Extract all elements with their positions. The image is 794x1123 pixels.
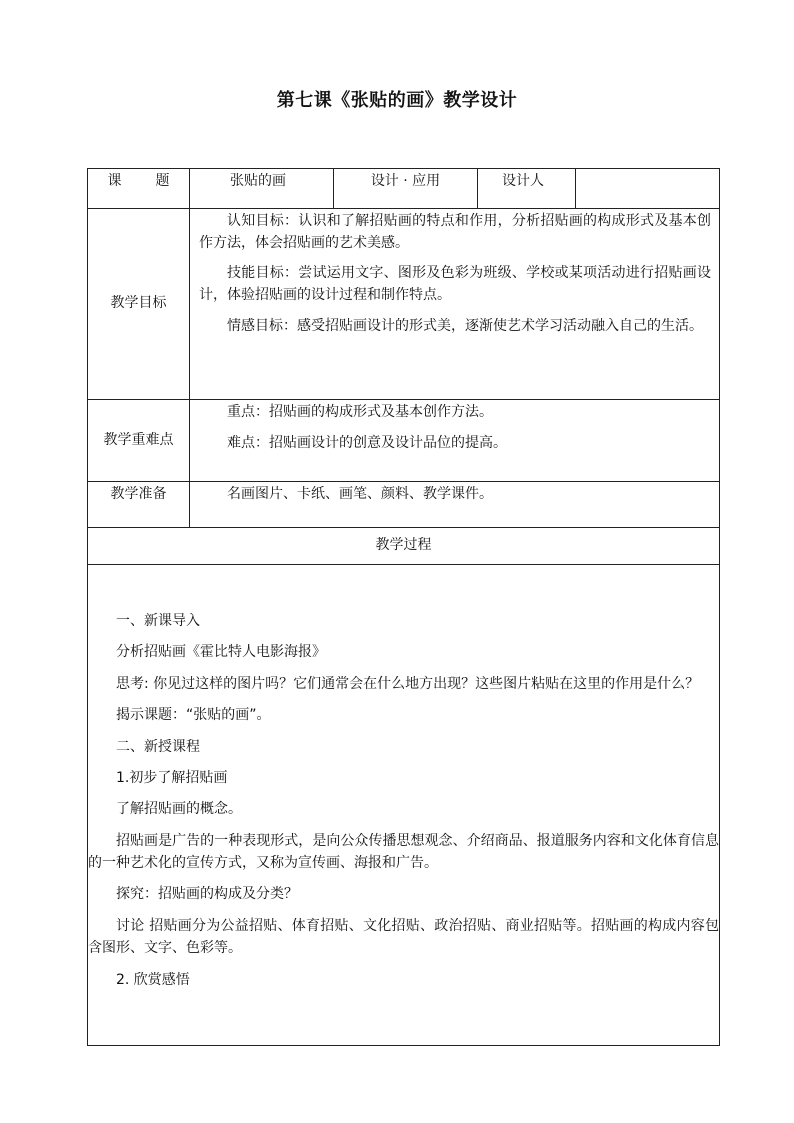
topic-label-cell (88, 169, 204, 209)
topic-value: 张贴的画 (190, 169, 334, 209)
process-paragraph: 了解招贴画的概念。 (116, 801, 242, 818)
preparation-value: 名画图片、卡纸、画笔、颜料、教学课件。 (227, 486, 493, 502)
process-paragraph: 讨论 招贴画分为公益招贴、体育招贴、文化招贴、政治招贴、商业招贴等。招贴画的构成内容包含图形、文字、色彩等。 (88, 917, 719, 957)
key-points-label: 教学重难点 (88, 400, 190, 482)
key-point-focus: 重点：招贴画的构成形式及基本创作方法。 (227, 404, 493, 420)
designer-value (576, 169, 720, 209)
process-paragraph: 2. 欣赏感悟 (116, 971, 190, 988)
category-value: 设计 · 应用 (334, 169, 478, 209)
preparation-content (190, 482, 720, 528)
process-body-row (88, 565, 720, 1046)
header-row (88, 169, 720, 209)
process-paragraph: 探究：招贴画的构成及分类？ (116, 886, 298, 903)
process-paragraph: 招贴画是广告的一种表现形式，是向公众传播思想观念、介绍商品、报道服务内容和文化体育信息的一种艺术化的宣传方式，又称为宣传画、海报和广告。 (88, 832, 719, 872)
process-paragraph: 思考: 你见过这样的图片吗？它们通常会在什么地方出现？这些图片粘贴在这里的作用是什么？ (116, 675, 700, 692)
process-paragraph: 揭示课题：“张贴的画”。 (116, 707, 271, 724)
process-paragraph: 二、新授课程 (116, 738, 200, 755)
designer-label: 设计人 (478, 169, 576, 209)
goal-emotion: 情感目标：感受招贴画设计的形式美，逐渐使艺术学习活动融入自己的生活。 (227, 317, 703, 334)
preparation-row (88, 482, 720, 528)
goals-label: 教学目标 (88, 209, 190, 400)
preparation-label: 教学准备 (88, 482, 190, 528)
lesson-plan-table (87, 168, 720, 1046)
goal-skill: 技能目标：尝试运用文字、图形及色彩为班级、学校或某项活动进行招贴画设计，体验招贴画的设计过程和制作特点。 (199, 265, 711, 304)
topic-label: 课题 (107, 173, 204, 189)
key-point-difficulty: 难点：招贴画设计的创意及设计品位的提高。 (227, 434, 507, 451)
process-paragraph: 分析招贴画《霍比特人电影海报》 (116, 644, 326, 661)
process-content (88, 565, 720, 1046)
key-points-row (88, 400, 720, 482)
goal-cognitive: 认知目标：认识和了解招贴画的特点和作用，分析招贴画的构成形式及基本创作方法，体会招贴画的艺术美感。 (199, 213, 711, 251)
goals-content (190, 209, 720, 400)
process-paragraph: 1.初步了解招贴画 (116, 769, 228, 786)
process-header: 教学过程 (88, 528, 720, 565)
goals-row (88, 209, 720, 400)
page-title: 第七课《张贴的画》教学设计 (276, 90, 518, 111)
process-paragraph: 一、新课导入 (116, 612, 200, 629)
key-points-content (190, 400, 720, 482)
process-header-row (88, 528, 720, 565)
